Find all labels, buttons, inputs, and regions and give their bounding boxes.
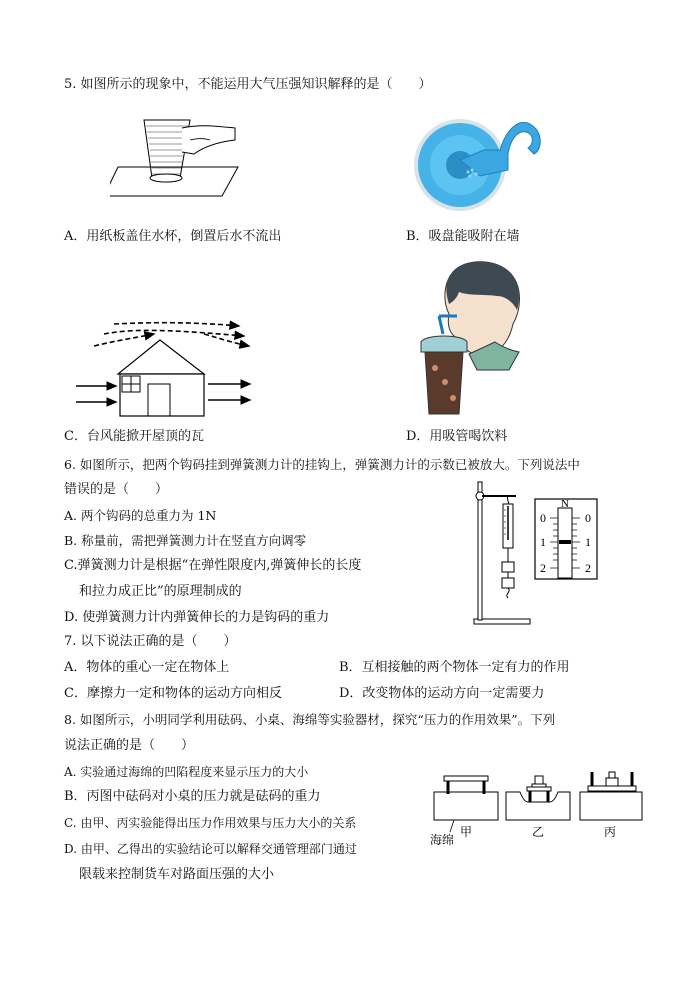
q8-option-d-line1: D. 由甲、乙得出的实验结论可以解释交通管理部门通过	[64, 842, 357, 856]
q8-option-a: A. 实验通过海绵的凹陷程度来显示压力的大小	[64, 765, 309, 779]
sponge-label: 海绵	[430, 833, 455, 847]
cup-paper-figure	[110, 112, 245, 202]
scale-tick-right-0: 0	[585, 511, 591, 525]
spring-scale-zoom-figure	[534, 498, 598, 580]
scale-tick-left-0: 0	[540, 511, 546, 525]
scale-tick-right-1: 1	[585, 535, 591, 549]
scale-unit-label: N	[561, 498, 569, 510]
spring-scale-stand-figure	[470, 478, 536, 626]
scale-pointer	[559, 540, 571, 544]
q5-option-b: B．吸盘能吸附在墙	[406, 229, 520, 244]
pressure-experiment-figure	[428, 762, 648, 852]
q5-stem: 5. 如图所示的现象中，不能运用大气压强知识解释的是（ ）	[64, 77, 432, 92]
boy-straw-drink-figure	[413, 258, 533, 423]
label-jia: 甲	[460, 825, 473, 839]
label-bing: 丙	[604, 825, 617, 839]
q5-option-c: C．台风能掀开屋顶的瓦	[64, 429, 204, 444]
q6-stem-line2: 错误的是（ ）	[64, 482, 169, 497]
typhoon-house-figure	[74, 318, 254, 418]
q6-option-c-line2: 和拉力成正比”的原理制成的	[79, 584, 242, 599]
scale-tick-left-2: 2	[540, 561, 546, 575]
q5-option-a: A．用纸板盖住水杯，倒置后水不流出	[64, 229, 282, 244]
q8-option-b: B．丙图中砝码对小桌的压力就是砝码的重力	[64, 789, 321, 804]
q6-option-a: A. 两个钩码的总重力为 1N	[64, 508, 217, 523]
label-yi: 乙	[532, 825, 545, 839]
q7-option-a: A．物体的重心一定在物体上	[64, 660, 230, 675]
scale-tick-left-1: 1	[540, 535, 546, 549]
q6-option-b: B. 称量前，需把弹簧测力计在竖直方向调零	[64, 533, 307, 548]
q8-option-c: C. 由甲、丙实验能得出压力作用效果与压力大小的关系	[64, 816, 357, 830]
suction-cup-hook-figure	[410, 110, 550, 215]
q7-option-d: D．改变物体的运动方向一定需要力	[339, 686, 545, 701]
q8-option-d-line2: 限载来控制货车对路面压强的大小	[79, 867, 275, 882]
q6-option-d: D. 使弹簧测力计内弹簧伸长的力是钩码的重力	[64, 610, 330, 625]
q7-stem: 7. 以下说法正确的是（ ）	[64, 634, 237, 649]
q7-option-c: C．摩擦力一定和物体的运动方向相反	[64, 686, 282, 701]
q6-stem-line1: 6. 如图所示，把两个钩码挂到弹簧测力计的挂钩上，弹簧测力计的示数已被放大。下列说法中	[64, 457, 580, 472]
q8-stem-line1: 8. 如图所示，小明同学利用砝码、小桌、海绵等实验器材，探究“压力的作用效果”。下列	[64, 712, 556, 727]
scale-tick-right-2: 2	[585, 561, 591, 575]
q5-option-d: D．用吸管喝饮料	[406, 429, 508, 444]
q6-option-c-line1: C.弹簧测力计是根据“在弹性限度内,弹簧伸长的长度	[64, 558, 362, 573]
q7-option-b: B．互相接触的两个物体一定有力的作用	[339, 660, 570, 675]
q8-stem-line2: 说法正确的是（ ）	[64, 738, 195, 753]
